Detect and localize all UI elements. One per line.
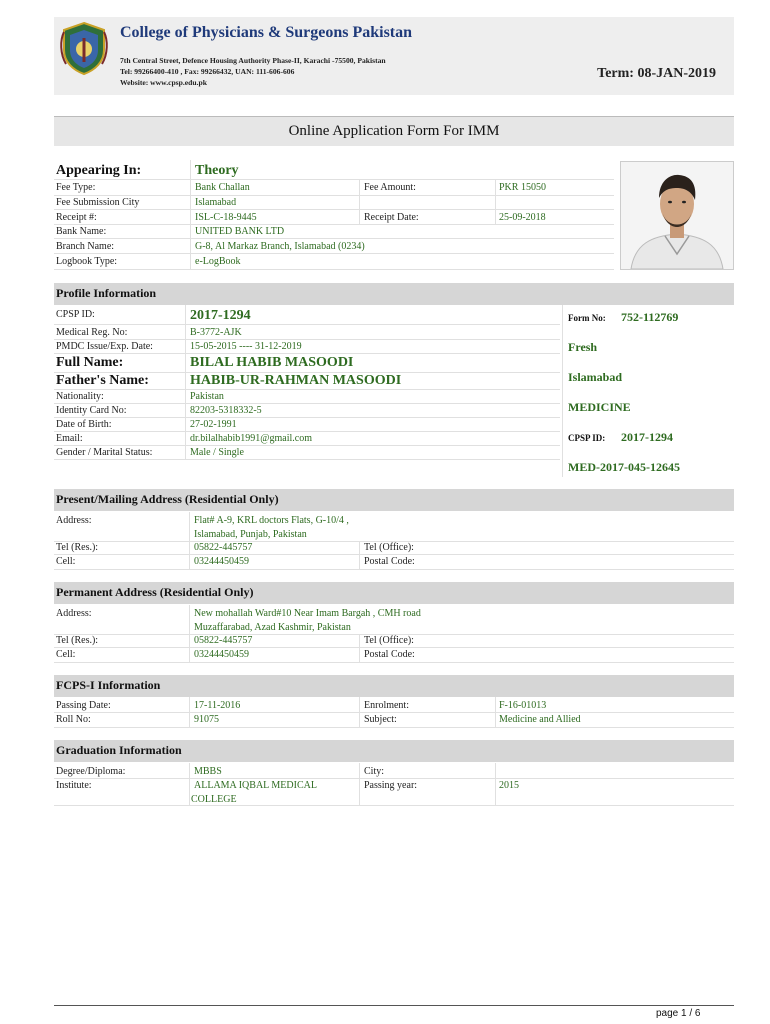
form-title: Online Application Form For IMM: [288, 123, 500, 139]
divider: [54, 209, 614, 210]
divider: [189, 763, 190, 806]
present-address-section-title: Present/Mailing Address (Residential Only): [56, 492, 279, 506]
enrolment-label: Enrolment:: [364, 700, 409, 711]
profile-section-title: Profile Information: [56, 286, 157, 300]
present-tel-office-label: Tel (Office):: [364, 542, 414, 553]
divider: [495, 697, 496, 728]
gender-label: Gender / Marital Status:: [56, 447, 153, 458]
divider: [54, 778, 734, 779]
branch-label: Branch Name:: [56, 241, 115, 252]
divider: [359, 763, 360, 806]
dob-label: Date of Birth:: [56, 419, 112, 430]
college-name: College of Physicians & Surgeons Pakistan: [120, 24, 413, 41]
divider: [185, 305, 186, 460]
divider: [54, 712, 734, 713]
exam-city: Islamabad: [568, 370, 623, 384]
permanent-address-label: Address:: [56, 608, 92, 619]
footer-rule: [54, 1005, 734, 1006]
permanent-cell-label: Cell:: [56, 649, 76, 660]
divider: [54, 179, 614, 180]
fee-type-value: Bank Challan: [195, 182, 250, 193]
applicant-status: Fresh: [568, 340, 598, 354]
divider: [54, 195, 614, 196]
present-address-section-header: [54, 489, 734, 511]
college-phone: Tel: 99266400-410 , Fax: 99266432, UAN: 111-606-606: [120, 67, 295, 76]
divider: [54, 647, 734, 648]
divider: [54, 238, 614, 239]
permanent-postal-label: Postal Code:: [364, 649, 415, 660]
divider: [54, 403, 560, 404]
father-name-value: HABIB-UR-RAHMAN MASOODI: [190, 373, 402, 388]
gender-value: Male / Single: [190, 447, 244, 458]
permanent-tel-office-label: Tel (Office):: [364, 635, 414, 646]
cpsp-logo-icon: [58, 20, 110, 76]
divider: [54, 445, 560, 446]
graduation-section-title: Graduation Information: [56, 743, 182, 757]
permanent-address-section-title: Permanent Address (Residential Only): [56, 585, 254, 599]
permanent-tel-res-label: Tel (Res.):: [56, 635, 99, 646]
present-address-line1: Flat# A-9, KRL doctors Flats, G-10/4 ,: [194, 515, 349, 526]
side-cpsp-id-label: CPSP ID:: [568, 433, 606, 443]
pmdc-value: 15-05-2015 ---- 31-12-2019: [190, 341, 302, 352]
bank-value: UNITED BANK LTD: [195, 226, 285, 237]
dob-value: 27-02-1991: [190, 419, 237, 430]
cpsp-id-value: 2017-1294: [190, 308, 251, 323]
pmdc-label: PMDC Issue/Exp. Date:: [56, 341, 153, 352]
email-value: dr.bilalhabib1991@gmail.com: [190, 433, 312, 444]
fee-type-label: Fee Type:: [56, 182, 96, 193]
divider: [54, 353, 560, 354]
present-address-line2: Islamabad, Punjab, Pakistan: [194, 529, 307, 540]
divider: [54, 253, 614, 254]
degree-value: MBBS: [194, 766, 222, 777]
form-no-label: Form No:: [568, 313, 606, 323]
permanent-address-section-header: [54, 582, 734, 604]
receipt-label: Receipt #:: [56, 212, 97, 223]
divider: [54, 431, 560, 432]
registration-code: MED-2017-045-12645: [568, 460, 680, 474]
receipt-date-label: Receipt Date:: [364, 212, 419, 223]
divider: [495, 763, 496, 806]
subject-label: Subject:: [364, 714, 397, 725]
fcps-section-header: [54, 675, 734, 697]
form-no-value: 752-112769: [621, 310, 679, 324]
degree-label: Degree/Diploma:: [56, 766, 126, 777]
divider: [54, 662, 734, 663]
applicant-photo: [620, 161, 734, 270]
divider: [54, 389, 560, 390]
permanent-cell-value: 03244450459: [194, 649, 249, 660]
divider: [54, 417, 560, 418]
logbook-label: Logbook Type:: [56, 256, 118, 267]
divider: [54, 727, 734, 728]
id-card-label: Identity Card No:: [56, 405, 127, 416]
permanent-tel-res-value: 05822-445757: [194, 635, 253, 646]
passing-date-label: Passing Date:: [56, 700, 111, 711]
bank-label: Bank Name:: [56, 226, 107, 237]
divider: [189, 512, 190, 570]
header-banner: [54, 17, 734, 95]
present-cell-value: 03244450459: [194, 556, 249, 567]
institute-label: Institute:: [56, 780, 92, 791]
id-card-value: 82203-5318332-5: [190, 405, 262, 416]
nationality-label: Nationality:: [56, 391, 104, 402]
present-cell-label: Cell:: [56, 556, 76, 567]
fcps-section-title: FCPS-I Information: [56, 678, 161, 692]
cpsp-id-label: CPSP ID:: [56, 309, 95, 320]
divider: [359, 180, 360, 224]
present-postal-label: Postal Code:: [364, 556, 415, 567]
fee-city-label: Fee Submission City: [56, 197, 140, 208]
profile-section-header: [54, 283, 734, 305]
term-date: Term: 08-JAN-2019: [597, 66, 716, 81]
appearing-in-label: Appearing In:: [56, 163, 142, 178]
divider: [54, 269, 614, 270]
present-tel-res-label: Tel (Res.):: [56, 542, 99, 553]
nationality-value: Pakistan: [190, 391, 224, 402]
college-address: 7th Central Street, Defence Housing Authority Phase-II, Karachi -75500, Pakistan: [120, 56, 386, 65]
passing-year-value: 2015: [499, 780, 519, 791]
present-tel-res-value: 05822-445757: [194, 542, 253, 553]
college-website: Website: www.cpsp.edu.pk: [120, 78, 207, 87]
roll-no-label: Roll No:: [56, 714, 91, 725]
specialty: MEDICINE: [568, 400, 631, 414]
divider: [54, 224, 614, 225]
full-name-label: Full Name:: [56, 355, 124, 370]
permanent-address-line2: Muzaffarabad, Azad Kashmir, Pakistan: [194, 622, 351, 633]
divider: [54, 805, 734, 806]
medical-reg-label: Medical Reg. No:: [56, 327, 128, 338]
grad-city-label: City:: [364, 766, 385, 777]
permanent-address-line1: New mohallah Ward#10 Near Imam Bargah , CMH road: [194, 608, 421, 619]
email-label: Email:: [56, 433, 83, 444]
divider: [54, 459, 560, 460]
divider: [190, 160, 191, 270]
receipt-value: ISL-C-18-9445: [195, 212, 257, 223]
divider: [562, 305, 563, 477]
institute-line1: ALLAMA IQBAL MEDICAL: [194, 780, 317, 791]
divider: [359, 634, 360, 663]
side-cpsp-id-value: 2017-1294: [621, 430, 673, 444]
medical-reg-value: B-3772-AJK: [190, 327, 242, 338]
divider: [495, 180, 496, 224]
fee-city-value: Islamabad: [195, 197, 237, 208]
receipt-date-value: 25-09-2018: [499, 212, 546, 223]
subject-value: Medicine and Allied: [499, 714, 581, 725]
institute-line2: COLLEGE: [191, 794, 237, 805]
divider: [359, 697, 360, 728]
enrolment-value: F-16-01013: [499, 700, 547, 711]
graduation-section-header: [54, 740, 734, 762]
divider: [54, 339, 560, 340]
branch-value: G-8, Al Markaz Branch, Islamabad (0234): [195, 241, 365, 252]
divider: [359, 541, 360, 570]
divider: [189, 697, 190, 728]
form-title-bar: [54, 116, 734, 146]
roll-no-value: 91075: [194, 714, 219, 725]
passing-date-value: 17-11-2016: [194, 700, 241, 711]
appearing-in-value: Theory: [195, 163, 239, 178]
fee-amount-label: Fee Amount:: [364, 182, 416, 193]
divider: [54, 324, 560, 325]
father-name-label: Father's Name:: [56, 373, 149, 388]
divider: [54, 569, 734, 570]
logbook-value: e-LogBook: [195, 256, 241, 267]
divider: [54, 554, 734, 555]
divider: [189, 605, 190, 663]
passing-year-label: Passing year:: [364, 780, 418, 791]
present-address-label: Address:: [56, 515, 92, 526]
full-name-value: BILAL HABIB MASOODI: [190, 355, 354, 370]
fee-amount-value: PKR 15050: [499, 182, 546, 193]
page-number: page 1 / 6: [656, 1008, 701, 1019]
